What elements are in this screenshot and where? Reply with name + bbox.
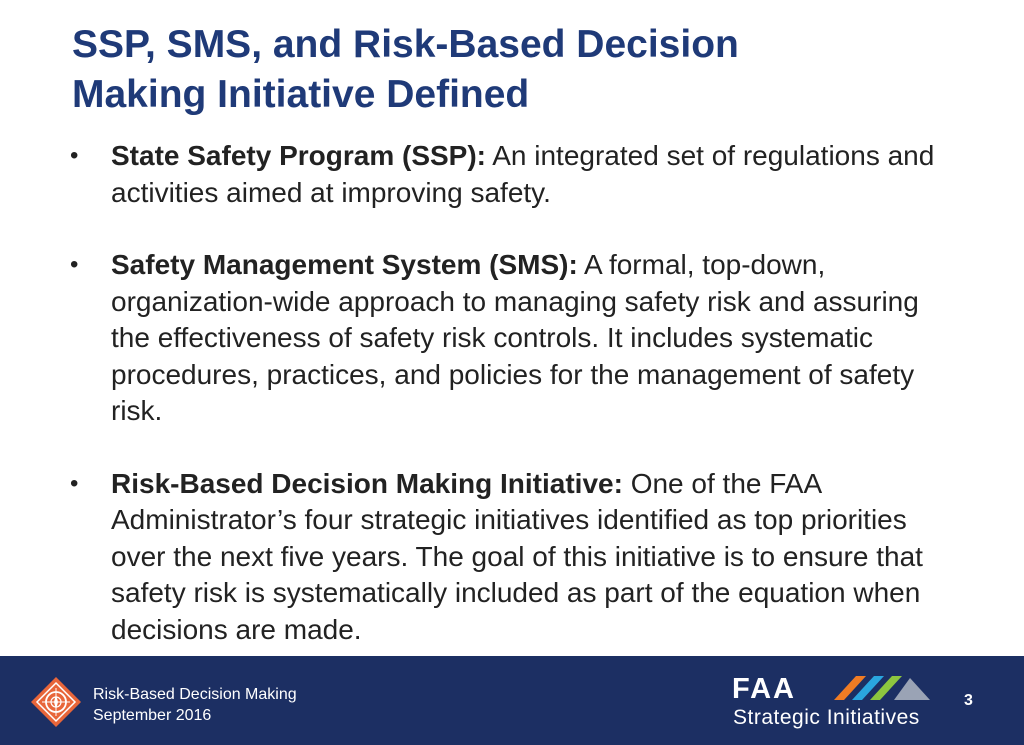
footer-bar bbox=[0, 656, 1024, 745]
faa-strategic-initiatives-logo bbox=[732, 672, 942, 732]
footer-caption bbox=[93, 684, 297, 726]
footer-date: September 2016 bbox=[93, 707, 212, 724]
definition-rbdm bbox=[70, 466, 950, 649]
slide-title bbox=[72, 20, 952, 120]
bullet-icon: • bbox=[70, 251, 79, 278]
definition-text: An integrated set of regulations and activities aimed at improving safety. bbox=[111, 140, 935, 208]
faa-chevrons-icon bbox=[832, 672, 932, 702]
footer-title: Risk-Based Decision Making bbox=[93, 686, 297, 703]
definition-term: Safety Management System (SMS): bbox=[111, 249, 578, 280]
definitions-list bbox=[70, 138, 950, 648]
page-number: 3 bbox=[964, 692, 973, 709]
bullet-icon: • bbox=[70, 469, 79, 497]
rbdm-compass-diamond-icon bbox=[30, 676, 82, 728]
faa-wordmark: FAA bbox=[732, 673, 796, 705]
slide-title-line-2: Making Initiative Defined bbox=[72, 73, 530, 116]
faa-subtitle: Strategic Initiatives bbox=[733, 706, 920, 729]
definition-sms bbox=[70, 247, 950, 430]
definition-ssp bbox=[70, 138, 950, 211]
definition-term: State Safety Program (SSP): bbox=[111, 140, 486, 171]
definition-text: One of the FAA Administrator’s four strategic initiatives identified as top priorities over the next five years. The goal of this initiative is to ensure that safety risk is systematically included as part of the equation when decisions are made. bbox=[111, 467, 923, 645]
bullet-icon: • bbox=[70, 142, 79, 169]
slide-title-line-1: SSP, SMS, and Risk-Based Decision bbox=[72, 23, 739, 66]
definition-term: Risk-Based Decision Making Initiative: bbox=[111, 467, 623, 499]
definition-text: A formal, top-down, organization-wide approach to managing safety risk and assuring the effectiveness of safety risk controls. It includes systematic procedures, practices, and policies for the management of safety risk. bbox=[111, 249, 919, 426]
